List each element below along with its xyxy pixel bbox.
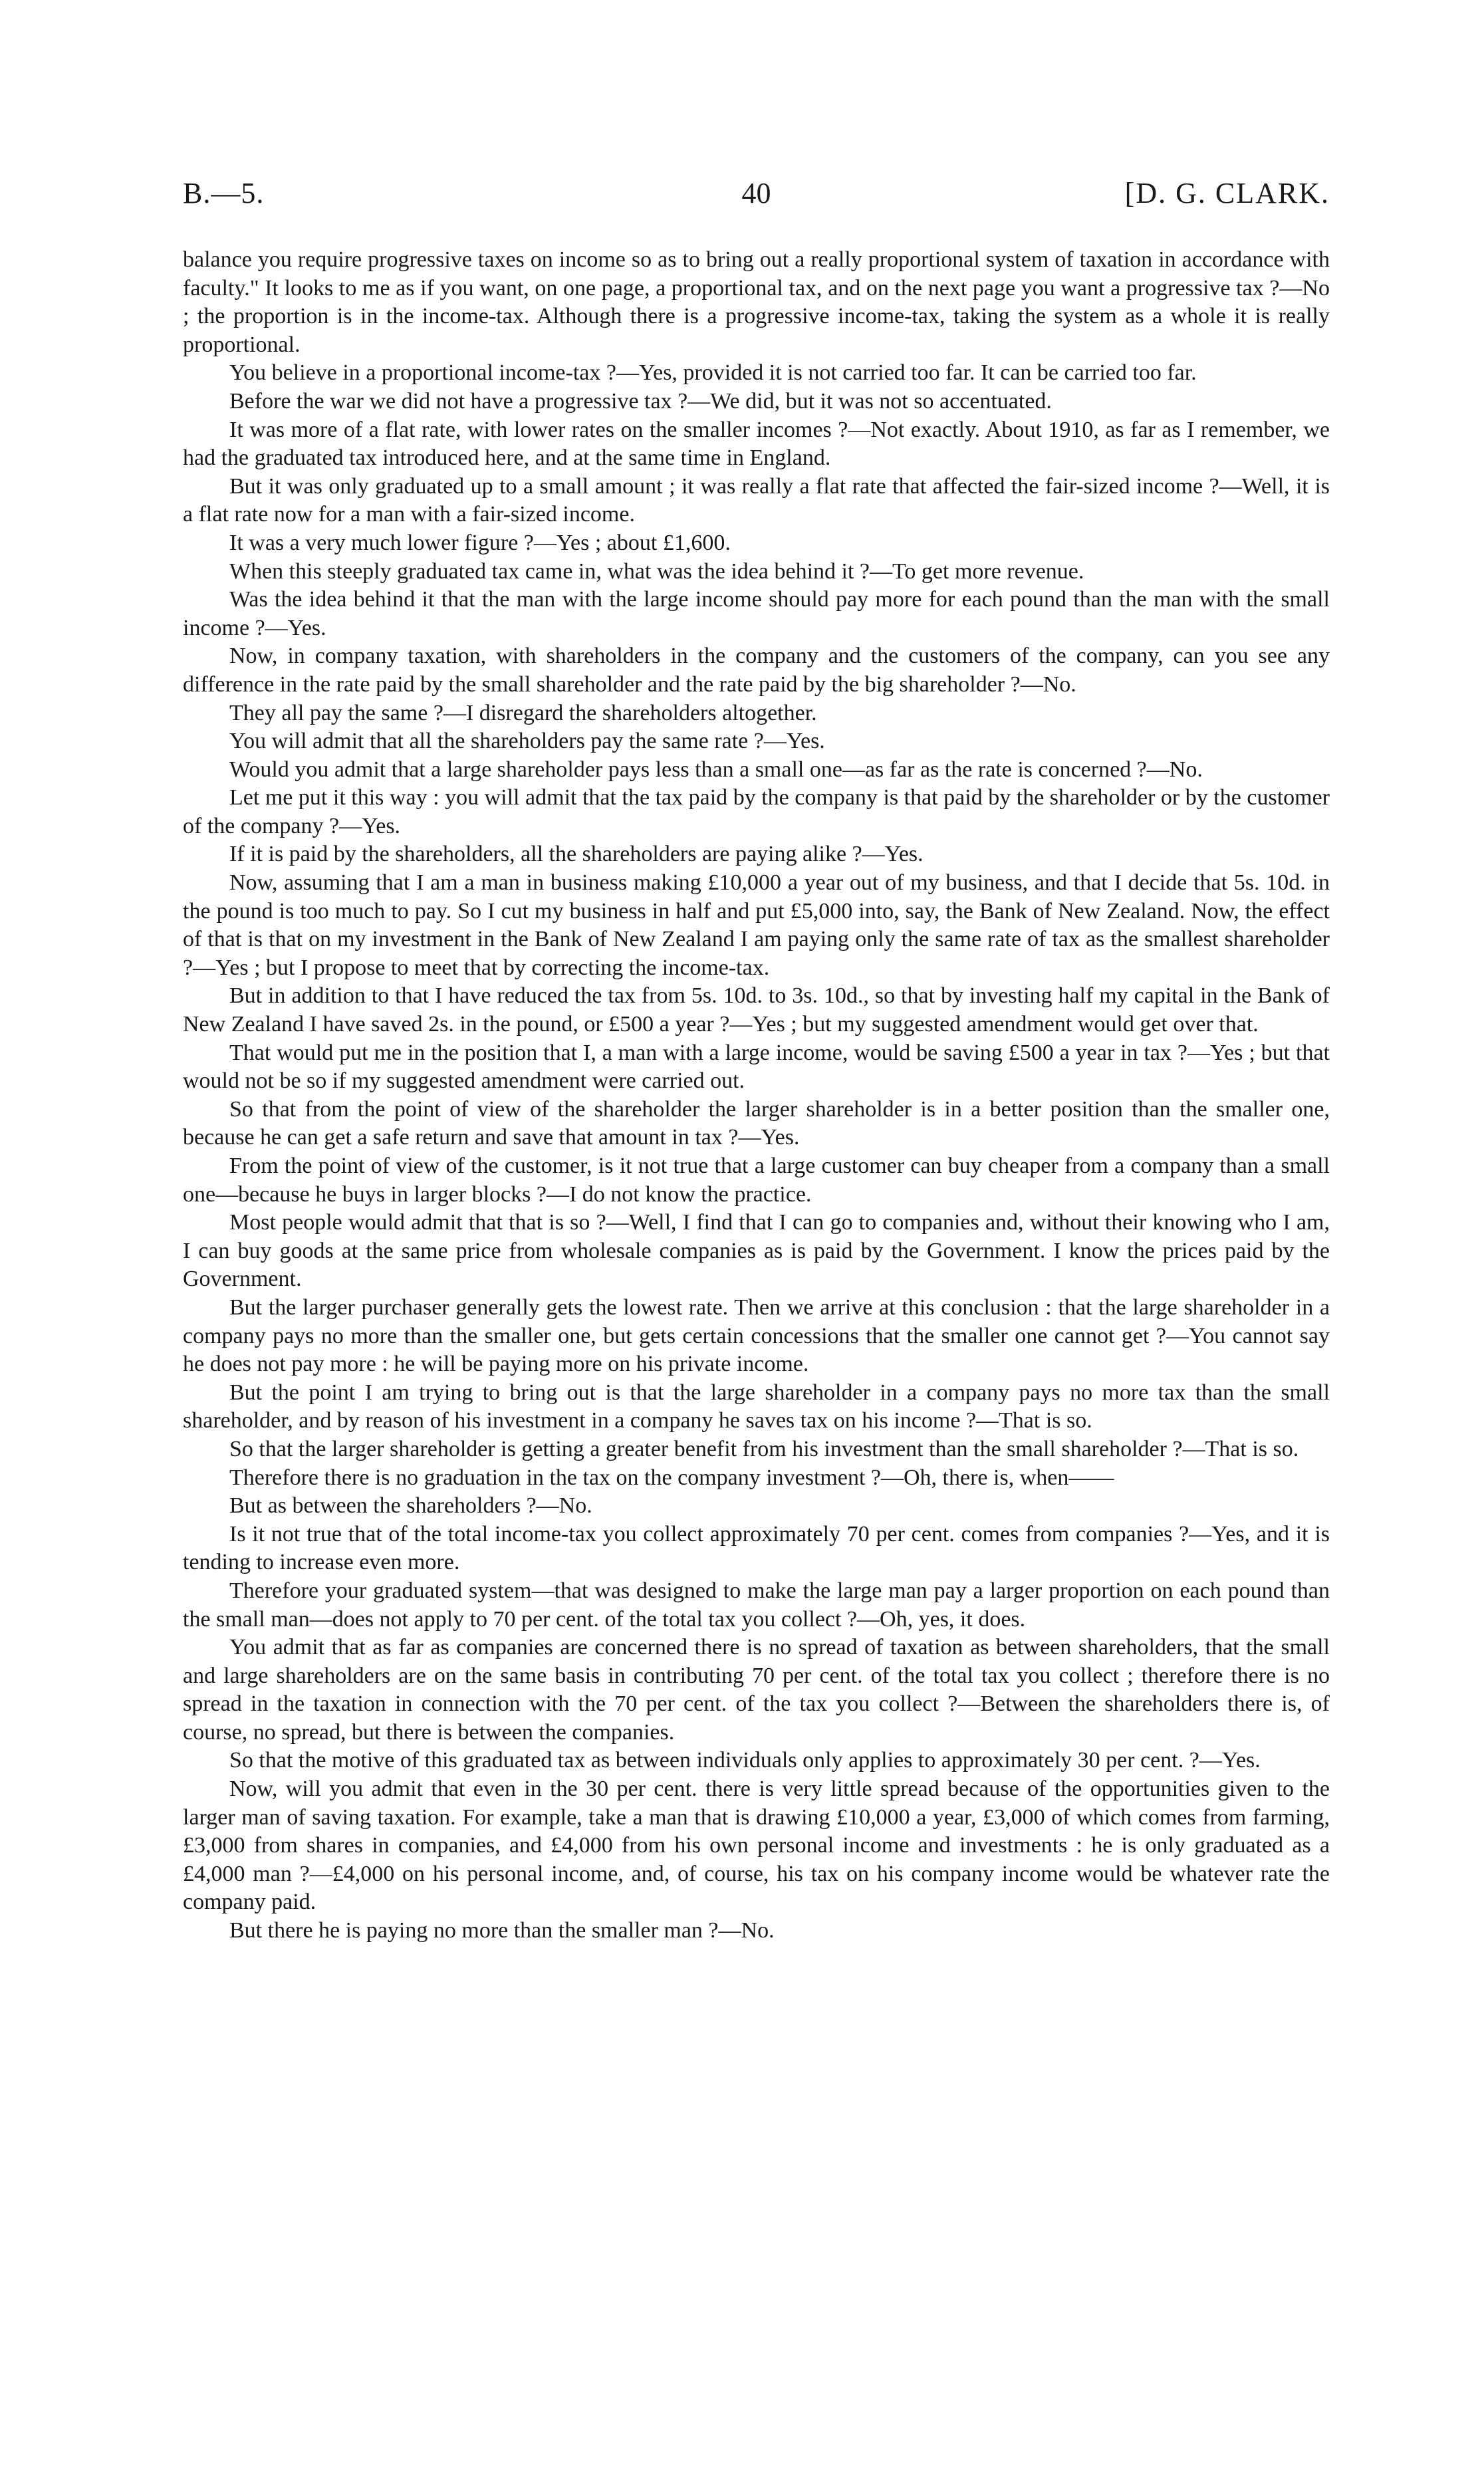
paragraph: It was more of a flat rate, with lower rates on the smaller incomes ?—Not exactly. About 1910, as far as I remember, we had the graduated tax introduced here, and at the same time in England. (183, 417, 1330, 471)
paragraph: You believe in a proportional income-tax ?—Yes, provided it is not carried too far. It can be carried too far. (229, 360, 1197, 386)
paragraph: Now, in company taxation, with shareholders in the company and the customers of the company, can you see any difference in the rate paid by the small shareholder and the rate paid by the big shareholder ?—No. (183, 644, 1330, 697)
paragraph: Therefore your graduated system—that was designed to make the large man pay a larger proportion on each pound than the small man—does not apply to 70 per cent. of the total tax you collect ?—Oh, yes, it does. (183, 1578, 1330, 1632)
paragraph: So that the larger shareholder is getting a greater benefit from his investment than the small shareholder ?—That is so. (229, 1436, 1299, 1461)
paragraph: Most people would admit that that is so ?—Well, I find that I can go to companies and, without their knowing who I am, I can buy goods at the same price from wholesale companies as is paid by the Government. I know the prices paid by the Government. (183, 1210, 1330, 1292)
paragraph: But in addition to that I have reduced the tax from 5s. 10d. to 3s. 10d., so that by investing half my capital in the Bank of New Zealand I have saved 2s. in the pound, or £500 a year ?—Yes ; but my suggested amendment would get over that. (183, 983, 1330, 1037)
paragraph: Is it not true that of the total income-tax you collect approximately 70 per cent. comes from companies ?—Yes, and it is tending to increase even more. (183, 1521, 1330, 1575)
paragraph: They all pay the same ?—I disregard the shareholders altogether. (229, 700, 817, 725)
paragraph: balance you require progressive taxes on income so as to bring out a really proportional system of taxation in accordance with faculty." It looks to me as if you want, on one page, a proportional tax, and on the next page you want a progressive tax ?—No ; the proportion is in the income-tax. Although there is a progressive income-tax, taking the system as a whole it is really proportional. (183, 247, 1330, 357)
paragraph: From the point of view of the customer, is it not true that a large customer can buy cheaper from a company than a small one—because he buys in larger blocks ?—I do not know the practice. (183, 1154, 1330, 1207)
page-header (183, 176, 1330, 223)
paragraph: But the larger purchaser generally gets the lowest rate. Then we arrive at this conclusion : that the large shareholder in a company pays no more than the smaller one, but gets certain concessions that the smaller one cannot get ?—You cannot say he does not pay more : he will be paying more on his private income. (183, 1295, 1330, 1377)
paragraph: That would put me in the position that I, a man with a large income, would be saving £500 a year in tax ?—Yes ; but that would not be so if my suggested amendment were carried out. (183, 1040, 1330, 1094)
page-number: 40 (741, 177, 771, 209)
paragraph: Let me put it this way : you will admit that the tax paid by the company is that paid by the shareholder or by the customer of the company ?—Yes. (183, 785, 1330, 838)
paragraph: But the point I am trying to bring out is that the large shareholder in a company pays no more tax than the small shareholder, and by reason of his investment in a company he saves tax on his income ?—That is so. (183, 1380, 1330, 1433)
paragraph: When this steeply graduated tax came in, what was the idea behind it ?—To get more revenue. (229, 558, 1084, 584)
paragraph: So that from the point of view of the shareholder the larger shareholder is in a better position than the smaller one, because he can get a safe return and save that amount in tax ?—Yes. (183, 1096, 1330, 1150)
paragraph: But as between the shareholders ?—No. (229, 1493, 592, 1519)
paragraph: You will admit that all the shareholders pay the same rate ?—Yes. (229, 729, 825, 754)
paragraph: Therefore there is no graduation in the tax on the company investment ?—Oh, there is, when—— (229, 1465, 1114, 1490)
paragraph: If it is paid by the shareholders, all the shareholders are paying alike ?—Yes. (229, 842, 924, 867)
paragraph: Now, will you admit that even in the 30 per cent. there is very little spread because of the opportunities given to the larger man of saving taxation. For example, take a man that is drawing £10,000 a year, £3,000 of which comes from farming, £3,000 from shares in companies, and £4,000 from his own personal income and investments : he is only graduated as a £4,000 man ?—£4,000 on his personal income, and, of course, his tax on his company income would be whatever rate the company paid. (183, 1777, 1330, 1915)
paragraph: Now, assuming that I am a man in business making £10,000 a year out of my business, and that I decide that 5s. 10d. in the pound is too much to pay. So I cut my business in half and put £5,000 into, say, the Bank of New Zealand. Now, the effect of that is that on my investment in the Bank of New Zealand I am paying only the same rate of tax as the smallest shareholder ?—Yes ; but I propose to meet that by correcting the income-tax. (183, 870, 1330, 980)
paragraph: It was a very much lower figure ?—Yes ; about £1,600. (229, 530, 731, 555)
paragraph: Before the war we did not have a progressive tax ?—We did, but it was not so accentuated. (229, 388, 1052, 414)
report-reference: B.—5. (183, 177, 265, 209)
witness-name: [D. G. CLARK. (1124, 177, 1330, 209)
paragraph: But it was only graduated up to a small amount ; it was really a flat rate that affected the fair-sized income ?—Well, it is a flat rate now for a man with a fair-sized income. (183, 473, 1330, 527)
paragraph: But there he is paying no more than the smaller man ?—No. (229, 1918, 775, 1943)
paragraph: You admit that as far as companies are concerned there is no spread of taxation as between shareholders, that the small and large shareholders are on the same basis in contributing 70 per cent. of the total tax you collect ; therefore there is no spread in the taxation in connection with the 70 per cent. of the tax you collect ?—Between the shareholders there is, of course, no spread, but there is between the companies. (183, 1635, 1330, 1745)
evidence-text (183, 246, 1330, 1945)
paragraph: Was the idea behind it that the man with the large income should pay more for each pound than the man with the small income ?—Yes. (183, 587, 1330, 640)
paragraph: Would you admit that a large shareholder pays less than a small one—as far as the rate is concerned ?—No. (229, 757, 1203, 782)
paragraph: So that the motive of this graduated tax as between individuals only applies to approximately 30 per cent. ?—Yes. (229, 1748, 1261, 1773)
